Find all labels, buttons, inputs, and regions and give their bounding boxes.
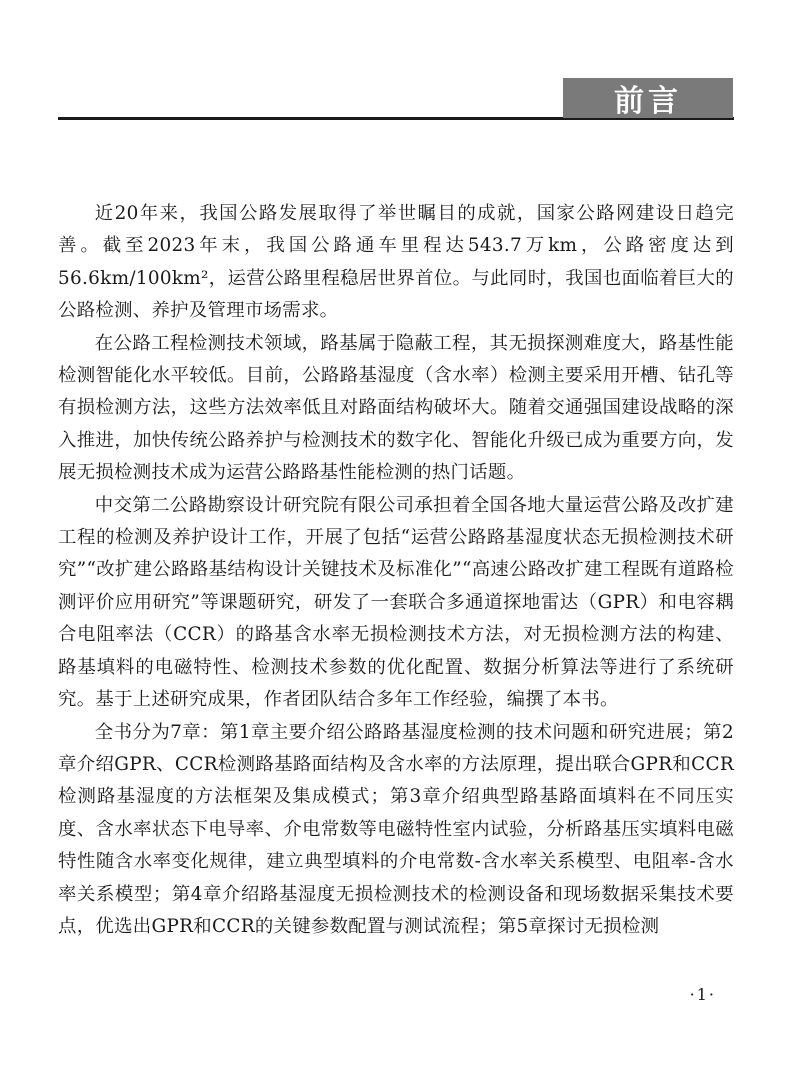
body-text bbox=[58, 198, 734, 943]
paragraph-1: 近20年来，我国公路发展取得了举世瞩目的成就，国家公路网建设日趋完善。截至2023年末，我国公路通车里程达543.7万km，公路密度达到56.6km/100km²，运营公路里程稳居世界首位。与此同时，我国也面临着巨大的公路检测、养护及管理市场需求。 bbox=[58, 203, 734, 322]
paragraph-2: 在公路工程检测技术领域，路基属于隐蔽工程，其无损探测难度大，路基性能检测智能化水平较低。目前，公路路基湿度（含水率）检测主要采用开槽、钻孔等有损检测方法，这些方法效率低且对路面结构破坏大。随着交通强国建设战略的深入推进，加快传统公路养护与检测技术的数字化、智能化升级已成为重要方向，发展无损检测技术成为运营公路路基性能检测的热门话题。 bbox=[58, 332, 734, 484]
chapter-title-box bbox=[563, 78, 733, 118]
paragraph-4: 全书分为7章：第1章主要介绍公路路基湿度检测的技术问题和研究进展；第2章介绍GPR、CCR检测路基路面结构及含水率的方法原理，提出联合GPR和CCR检测路基湿度的方法框架及集成模式；第3章介绍典型路基路面填料在不同压实度、含水率状态下电导率、介电常数等电磁特性室内试验，分析路基压实填料电磁特性随含水率变化规律，建立典型填料的介电常数-含水率关系模型、电阻率-含水率关系模型；第4章介绍路基湿度无损检测技术的检测设备和现场数据采集技术要点，优选出GPR和CCR的关键参数配置与测试流程；第5章探讨无损检测 bbox=[58, 721, 734, 937]
chapter-title: 前言 bbox=[614, 84, 682, 119]
paragraph-3: 中交第二公路勘察设计研究院有限公司承担着全国各地大量运营公路及改扩建工程的检测及养护设计工作，开展了包括“运营公路路基湿度状态无损检测技术研究”“改扩建公路路基结构设计关键技术及标准化”“高速公路改扩建工程既有道路检测评价应用研究”等课题研究，研发了一套联合多通道探地雷达（GPR）和电容耦合电阻率法（CCR）的路基含水率无损检测技术方法，对无损检测方法的构建、路基填料的电磁特性、检测技术参数的优化配置、数据分析算法等进行了系统研究。基于上述研究成果，作者团队结合多年工作经验，编撰了本书。 bbox=[58, 494, 734, 711]
page-number: ·1· bbox=[689, 985, 716, 1004]
